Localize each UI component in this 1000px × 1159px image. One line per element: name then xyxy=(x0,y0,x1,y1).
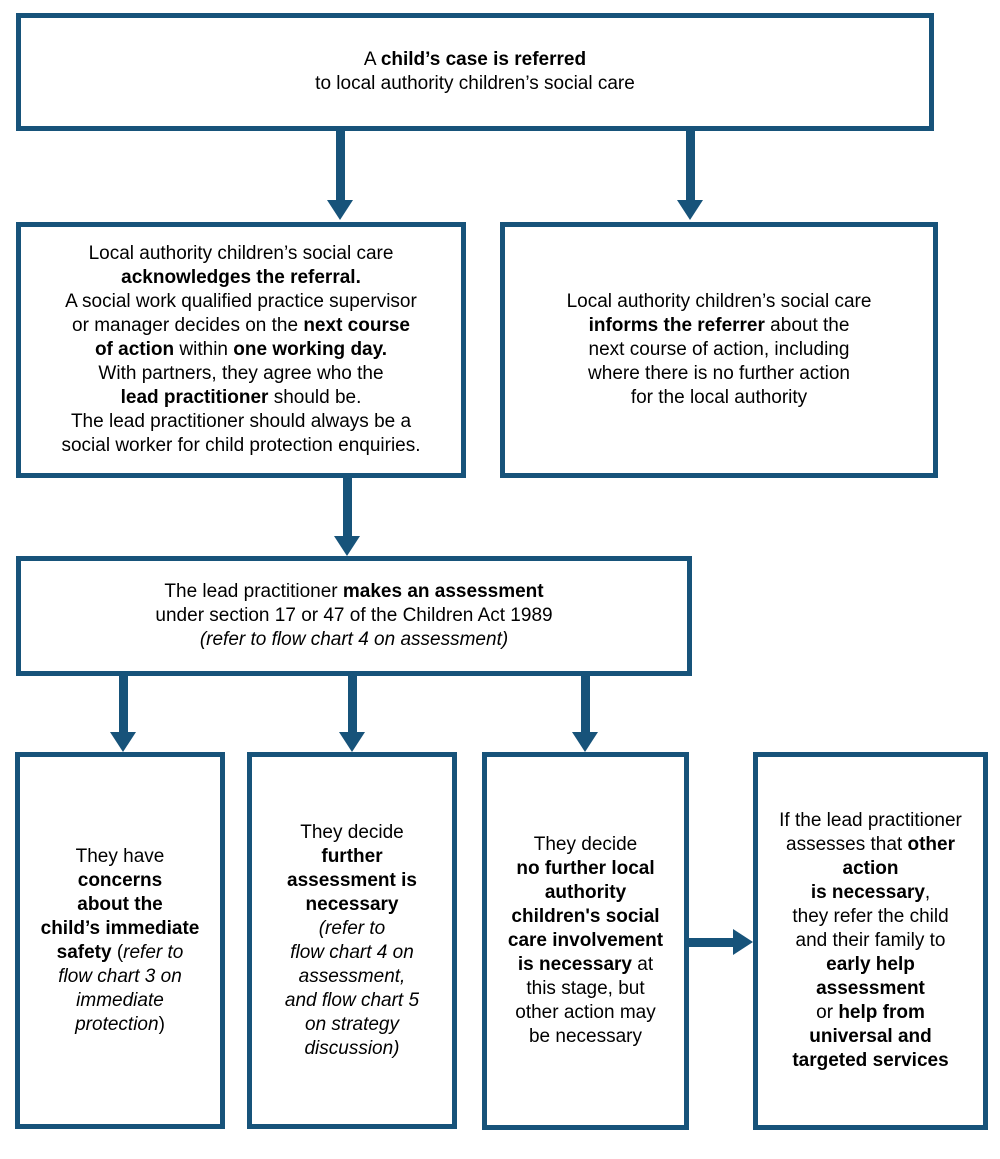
text-line xyxy=(21,48,929,72)
text-line xyxy=(487,929,684,953)
text-run: Local authority children’s social care xyxy=(566,291,872,312)
box-other-action-early-help xyxy=(753,752,988,1130)
text-line xyxy=(758,1049,983,1073)
arrow-no-further-to-other-action-icon xyxy=(689,929,753,955)
text-run: , xyxy=(924,882,931,903)
text-run: protection xyxy=(75,1013,159,1035)
text-line xyxy=(21,434,461,458)
text-line xyxy=(20,917,220,941)
text-line xyxy=(21,242,461,266)
arrow-assessment-to-immediate-safety-icon xyxy=(110,676,136,752)
text-line xyxy=(252,869,452,893)
text-line xyxy=(21,362,461,386)
text-run: on strategy xyxy=(305,1013,399,1035)
arrow-head-icon xyxy=(110,732,136,752)
text-run: be necessary xyxy=(528,1026,642,1047)
text-line xyxy=(21,72,929,96)
arrow-stem xyxy=(581,676,590,734)
arrow-stem xyxy=(336,131,345,202)
text-run: about the xyxy=(77,893,163,915)
text-run: social worker for child protection enquiries. xyxy=(61,435,421,456)
text-run: targeted services xyxy=(792,1050,949,1071)
arrow-stem xyxy=(343,478,352,538)
text-run: they refer the child xyxy=(792,906,949,927)
text-run: A social work qualified practice supervisor xyxy=(65,291,417,312)
text-run: They decide xyxy=(533,834,638,855)
text-line xyxy=(487,857,684,881)
text-run: next course of action, including xyxy=(588,339,850,360)
text-line xyxy=(505,362,933,386)
box-inform-referrer xyxy=(500,222,938,478)
text-run: flow chart 4 on xyxy=(290,941,414,963)
text-run: to local authority children’s social care xyxy=(315,73,635,94)
text-line xyxy=(252,845,452,869)
text-run: safety xyxy=(56,941,112,963)
box-acknowledge-referral xyxy=(16,222,466,478)
text-line xyxy=(252,965,452,989)
arrow-head-icon xyxy=(733,929,753,955)
text-run: should be. xyxy=(268,387,362,408)
text-line xyxy=(21,266,461,290)
text-line xyxy=(20,941,220,965)
text-line xyxy=(758,833,983,857)
text-line xyxy=(252,1037,452,1061)
text-line xyxy=(252,941,452,965)
text-run: one working day. xyxy=(233,339,388,360)
text-line xyxy=(20,869,220,893)
arrow-stem xyxy=(689,938,735,947)
text-line xyxy=(487,881,684,905)
text-line xyxy=(21,314,461,338)
text-line xyxy=(20,989,220,1013)
text-run: (refer to xyxy=(318,917,386,939)
text-run: necessary xyxy=(305,893,399,915)
text-run: ) xyxy=(158,1013,165,1035)
text-line xyxy=(505,386,933,410)
text-line xyxy=(758,953,983,977)
text-line xyxy=(487,833,684,857)
text-line xyxy=(487,953,684,977)
arrow-assessment-to-no-further-icon xyxy=(572,676,598,752)
text-line xyxy=(21,410,461,434)
text-line xyxy=(20,965,220,989)
text-run: They decide xyxy=(300,821,404,843)
text-run: no further local xyxy=(516,858,655,879)
text-run: (refer to flow chart 4 on assessment) xyxy=(199,629,509,650)
text-line xyxy=(20,845,220,869)
text-run: and flow chart 5 xyxy=(284,989,420,1011)
text-run: care involvement xyxy=(507,930,664,951)
text-line xyxy=(487,977,684,1001)
text-line xyxy=(252,1013,452,1037)
text-run: ( xyxy=(111,941,124,963)
arrow-stem xyxy=(348,676,357,734)
arrow-head-icon xyxy=(677,200,703,220)
arrow-stem xyxy=(686,131,695,202)
text-run: or xyxy=(816,1002,839,1023)
text-run: assessment xyxy=(816,978,925,999)
text-run: flow chart 3 on xyxy=(58,965,182,987)
text-line xyxy=(20,1013,220,1037)
text-run: The lead practitioner xyxy=(164,581,343,602)
text-line xyxy=(21,604,687,628)
text-line xyxy=(505,314,933,338)
text-line xyxy=(21,580,687,604)
text-line xyxy=(21,386,461,410)
text-line xyxy=(505,290,933,314)
arrow-head-icon xyxy=(334,536,360,556)
text-run: other action may xyxy=(515,1002,656,1023)
text-run: child’s case is referred xyxy=(380,49,587,70)
text-run: is necessary xyxy=(517,954,632,975)
text-run: acknowledges the referral. xyxy=(121,267,361,288)
arrow-head-icon xyxy=(327,200,353,220)
arrow-referral-to-inform-icon xyxy=(677,131,703,220)
text-line xyxy=(758,857,983,881)
arrow-assessment-to-further-assessment-icon xyxy=(339,676,365,752)
text-line xyxy=(487,905,684,929)
text-line xyxy=(758,1001,983,1025)
text-line xyxy=(487,1001,684,1025)
text-run: action xyxy=(842,858,899,879)
text-run: informs the referrer xyxy=(588,315,765,336)
text-line xyxy=(758,881,983,905)
text-run: lead practitioner xyxy=(120,387,269,408)
text-line xyxy=(505,338,933,362)
text-run: refer to xyxy=(123,941,184,963)
arrow-stem xyxy=(119,676,128,734)
text-run: within xyxy=(174,339,234,360)
text-line xyxy=(487,1025,684,1049)
text-line xyxy=(21,338,461,362)
arrow-acknowledge-to-assessment-icon xyxy=(334,478,360,556)
text-run: for the local authority xyxy=(630,387,808,408)
text-line xyxy=(758,977,983,1001)
text-run: A xyxy=(363,49,381,70)
text-run: children's social xyxy=(511,906,660,927)
text-run: makes an assessment xyxy=(342,581,544,602)
arrow-head-icon xyxy=(339,732,365,752)
text-run: authority xyxy=(544,882,627,903)
text-line xyxy=(758,1025,983,1049)
text-run: other xyxy=(907,834,955,855)
text-run: assesses that xyxy=(786,834,908,855)
text-line xyxy=(758,929,983,953)
text-run: The lead practitioner should always be a xyxy=(70,411,412,432)
text-run: this stage, but xyxy=(526,978,645,999)
text-line xyxy=(21,290,461,314)
text-run: assessment, xyxy=(298,965,406,987)
text-run: where there is no further action xyxy=(588,363,850,384)
text-run: of action xyxy=(94,339,175,360)
text-run: further xyxy=(321,845,383,867)
text-line xyxy=(21,628,687,652)
text-line xyxy=(252,917,452,941)
text-run: next course xyxy=(303,315,410,336)
text-run: and their family to xyxy=(795,930,946,951)
text-run: or manager decides on the xyxy=(72,315,304,336)
text-run: If the lead practitioner xyxy=(779,810,962,831)
box-no-further-involvement xyxy=(482,752,689,1130)
text-run: child’s immediate xyxy=(40,917,200,939)
text-run: about the xyxy=(764,315,850,336)
text-run: help from xyxy=(838,1002,925,1023)
text-run: universal and xyxy=(809,1026,932,1047)
text-run: early help xyxy=(826,954,915,975)
text-line xyxy=(20,893,220,917)
text-line xyxy=(252,893,452,917)
text-run: under section 17 or 47 of the Children Act 1989 xyxy=(155,605,553,626)
text-run: discussion) xyxy=(304,1037,400,1059)
text-run: concerns xyxy=(77,869,163,891)
text-line xyxy=(252,821,452,845)
text-run: They have xyxy=(75,845,165,867)
box-immediate-safety-concerns xyxy=(15,752,225,1129)
text-run: With partners, they agree who the xyxy=(98,363,384,384)
text-run: Local authority children’s social care xyxy=(88,243,394,264)
text-run: assessment is xyxy=(287,869,417,891)
text-line xyxy=(758,809,983,833)
text-run: immediate xyxy=(76,989,164,1011)
box-referral xyxy=(16,13,934,131)
text-run: is necessary xyxy=(810,882,925,903)
arrow-referral-to-acknowledge-icon xyxy=(327,131,353,220)
text-line xyxy=(252,989,452,1013)
box-assessment xyxy=(16,556,692,676)
arrow-head-icon xyxy=(572,732,598,752)
text-run: at xyxy=(631,954,654,975)
box-further-assessment xyxy=(247,752,457,1129)
text-line xyxy=(758,905,983,929)
